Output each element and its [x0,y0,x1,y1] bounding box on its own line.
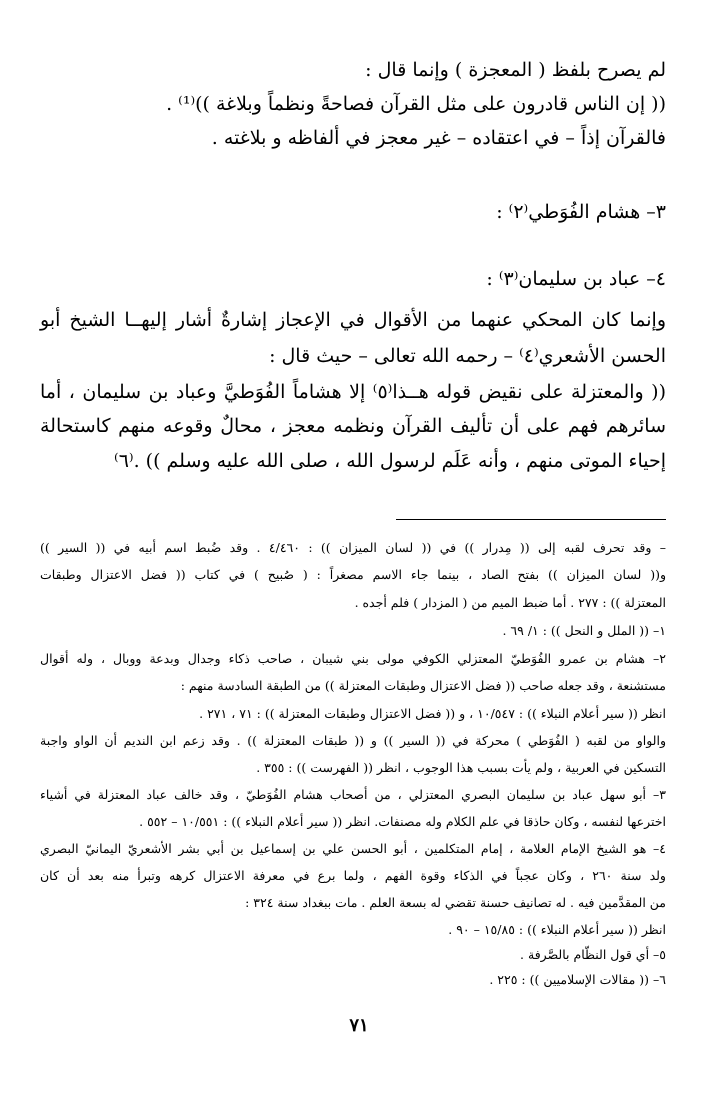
footnote-line: ٣– أبو سهل عباد بن سليمان البصري المعتزلي ، من أصحاب هشام الفُوَطيّ ، وقد خالف عباد المعتزلة في أشياء [40,787,666,802]
footnote-separator [396,519,666,520]
paragraph-line: وإنما كان المحكي عنهما من الأقوال في الإعجاز إشارةٌ أشار إليهــا الشيخ أبو [40,309,666,331]
footnote-line: انظر (( سير أعلام النبلاء )) : ١٠/٥٤٧ ، و (( فضل الاعتزال وطبقات المعتزلة )) : ٧١ ، ٢٧١ . [199,706,666,721]
paragraph-line: سائرهم فهم على أن تأليف القرآن ونظمه معجز ، محالٌ وقوعه منهم كاستحالة [40,415,666,437]
footnote-line: – وقد تحرف لقبه إلى (( مِدرار )) في (( لسان الميزان )) : ٤/٤٦٠ . وقد ضُبط اسم أبيه في (( السير )) [40,540,666,555]
section-heading: ٤– عباد بن سليمان⁽٣⁾ : [486,268,666,290]
main-text-line: (( إن الناس قادرون على مثل القرآن فصاحةً ونظماً وبلاغة ))⁽¹⁾ . [166,93,666,115]
paragraph-line: (( والمعتزلة على نقيض قوله هــذا⁽٥⁾ إلا هشاماً الفُوَطيَّ وعباد بن سليمان ، أما [40,381,666,403]
section-heading: ٣– هشام الفُوَطي⁽٢⁾ : [496,201,666,223]
footnote-line: مستشنعة ، وقد جعله صاحب (( فضل الاعتزال وطبقات المعتزلة )) من الطبقة السادسة منهم : [180,678,666,693]
page-number: ٧١ [349,1015,369,1036]
footnote-line: ٥– أي قول النظّام بالصَّرفة . [520,947,666,962]
footnote-line: ٦– (( مقالات الإسلاميين )) : ٢٢٥ . [489,972,666,987]
paragraph-line: إحياء الموتى منهم ، وأنه عَلَم لرسول الله ، صلى الله عليه وسلم )) .⁽٦⁾ [114,450,666,472]
footnote-line: ولد سنة ٢٦٠ ، وكان عجباً في الذكاء وقوة الفهم ، ولما برع في معرفة الاعتزال كرهه وتبرأ منه بعد أن كان [40,868,666,883]
footnote-line: اخترعها لنفسه ، وكان حاذقا في علم الكلام وله مصنفات. انظر (( سير أعلام النبلاء )) : ١٠/٥٥١ – ٥٥٢ . [139,814,666,829]
footnote-line: ١– (( الملل و النحل )) : ١/ ٦٩ . [502,623,666,638]
footnote-line: انظر (( سير أعلام النبلاء )) : ١٥/٨٥ – ٩٠ . [448,922,666,937]
main-text-line: فالقرآن إذاً – في اعتقاده – غير معجز في ألفاظه و بلاغته . [211,127,666,149]
footnote-line: والواو من لقبه ( الفُوَطي ) محركة في (( السير )) و (( طبقات المعتزلة )) . وقد زعم ابن النديم أن الواو واجبة [40,733,666,748]
footnote-line: من المقدَّمين فيه . له تصانيف حسنة تقضي له بسعة العلم . مات ببغداد سنة ٣٢٤ : [245,895,666,910]
main-text-line: لم يصرح بلفظ ( المعجزة ) وإنما قال : [365,59,666,81]
footnote-line: المعتزلة )) : ٢٧٧ . أما ضبط الميم من ( المزدار ) فلم أجده . [354,595,666,610]
footnote-line: و(( لسان الميزان )) بفتح الصاد ، بينما جاء الاسم مصغراً : ( صُبيح ) في كتاب (( فضل الاعتزال وطبقات [40,567,666,582]
footnote-line: ٢– هشام بن عمرو الفُوَطيّ المعتزلي الكوفي مولى بني شيبان ، صاحب ذكاء وجدال وبدعة ووبال ، وله أقوال [40,651,666,666]
paragraph-line: الحسن الأشعري⁽٤⁾ – رحمه الله تعالى – حيث قال : [269,345,666,367]
footnote-line: ٤– هو الشيخ الإمام العلامة ، إمام المتكلمين ، أبو الحسن علي بن إسماعيل بن أبي بشر الأشعريّ اليمانيّ البصري [40,841,666,856]
footnote-line: التسكين في العربية ، ولم يأت بسبب هذا الوجوب ، انظر (( الفهرست )) : ٣٥٥ . [256,760,666,775]
